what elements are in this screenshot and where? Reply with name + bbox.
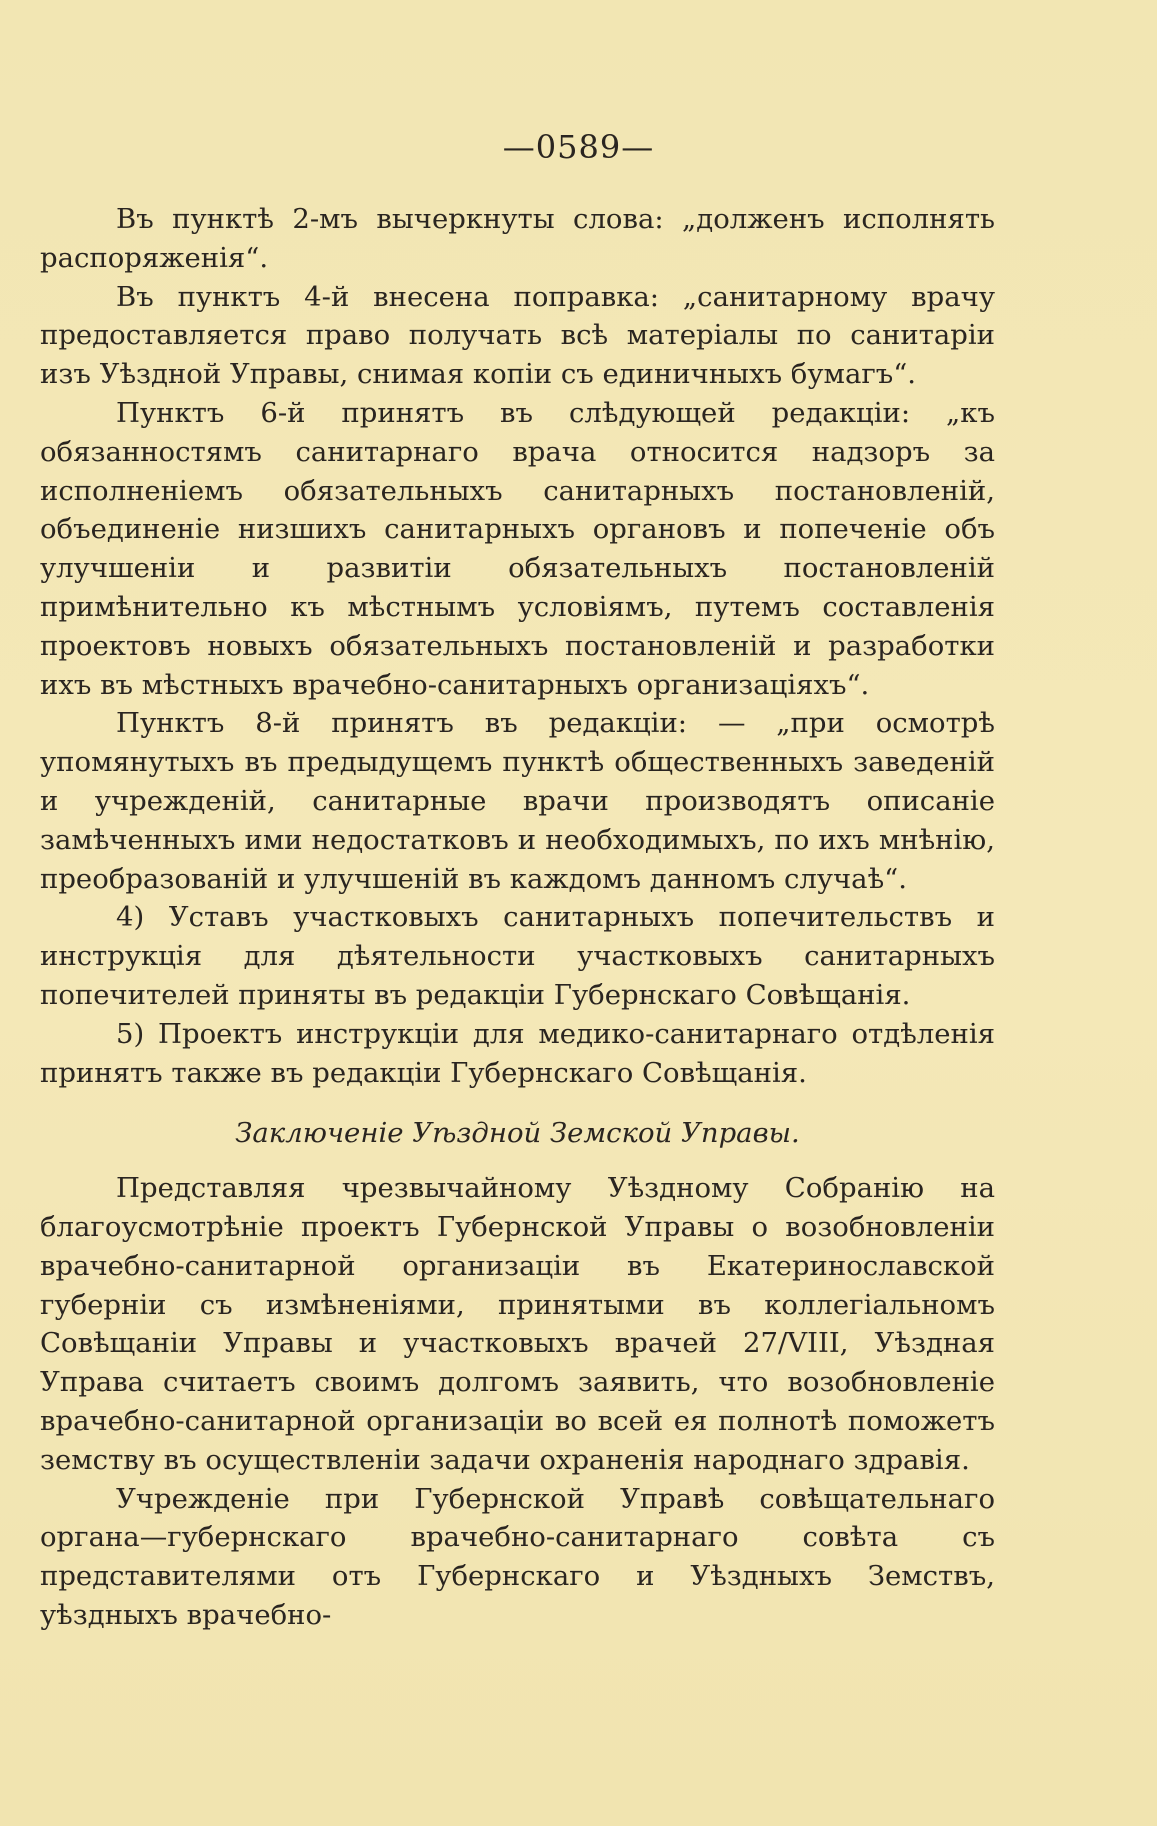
paragraph: Пунктъ 6-й принятъ въ слѣдующей редакціи: „къ обязанностямъ санитарнаго врача относится надзоръ за исполненіемъ обязательныхъ санитарныхъ постановленій, объединеніе низшихъ санитарныхъ органовъ и попеченіе объ улучшеніи и развитіи обязательныхъ постановленій примѣнительно къ мѣстнымъ условіямъ, путемъ составленія проектовъ новыхъ обязательныхъ постановленій и разработки ихъ въ мѣстныхъ врачебно-санитарныхъ организаціяхъ“. xyxy=(40,396,995,701)
paragraph: Въ пунктѣ 2-мъ вычеркнуты слова: „долженъ исполнять распоряженія“. xyxy=(40,203,995,274)
paragraph: Представляя чрезвычайному Уѣздному Собранію на благоусмотрѣніе проектъ Губернской Управы о возобновленіи врачебно-санитарной организаціи въ Екатеринославской губерніи съ измѣненіями, принятыми въ коллегіальномъ Совѣщаніи Управы и участковыхъ врачей 27/VIII, Уѣздная Управа считаетъ своимъ долгомъ заявить, что возобновленіе врачебно-санитарной организаціи во всей ея полнотѣ поможетъ земству въ осуществленіи задачи охраненія народнаго здравія. xyxy=(40,1172,995,1476)
paragraph: 4) Уставъ участковыхъ санитарныхъ попечительствъ и инструкція для дѣятельности участковыхъ санитарныхъ попечителей приняты въ редакціи Губернскаго Совѣщанія. xyxy=(40,901,995,1011)
paragraph: Учрежденіе при Губернской Управѣ совѣщательнаго органа—губернскаго врачебно-санитарнаго совѣта съ представителями отъ Губернскаго и Уѣздныхъ Земствъ, уѣздныхъ врачебно- xyxy=(40,1482,995,1631)
body-text xyxy=(40,200,995,1635)
paragraph: Пунктъ 8-й принятъ въ редакціи: — „при осмотрѣ упомянутыхъ въ предыдущемъ пунктѣ общественныхъ заведеній и учрежденій, санитарные врачи производятъ описаніе замѣченныхъ ими недостатковъ и необходимыхъ, по ихъ мнѣнію, преобразованій и улучшеній въ каждомъ данномъ случаѣ“. xyxy=(40,707,995,895)
page-number: —0589— xyxy=(502,128,655,166)
paragraph: Въ пунктъ 4-й внесена поправка: „санитарному врачу предоставляется право получать всѣ матеріалы по санитаріи изъ Уѣздной Управы, снимая копіи съ единичныхъ бумагъ“. xyxy=(40,280,995,391)
section-heading: Заключеніе Уѣздной Земской Управы. xyxy=(235,1117,800,1150)
paragraph: 5) Проектъ инструкціи для медико-санитарнаго отдѣленія принятъ также въ редакціи Губернскаго Совѣщанія. xyxy=(40,1017,995,1089)
